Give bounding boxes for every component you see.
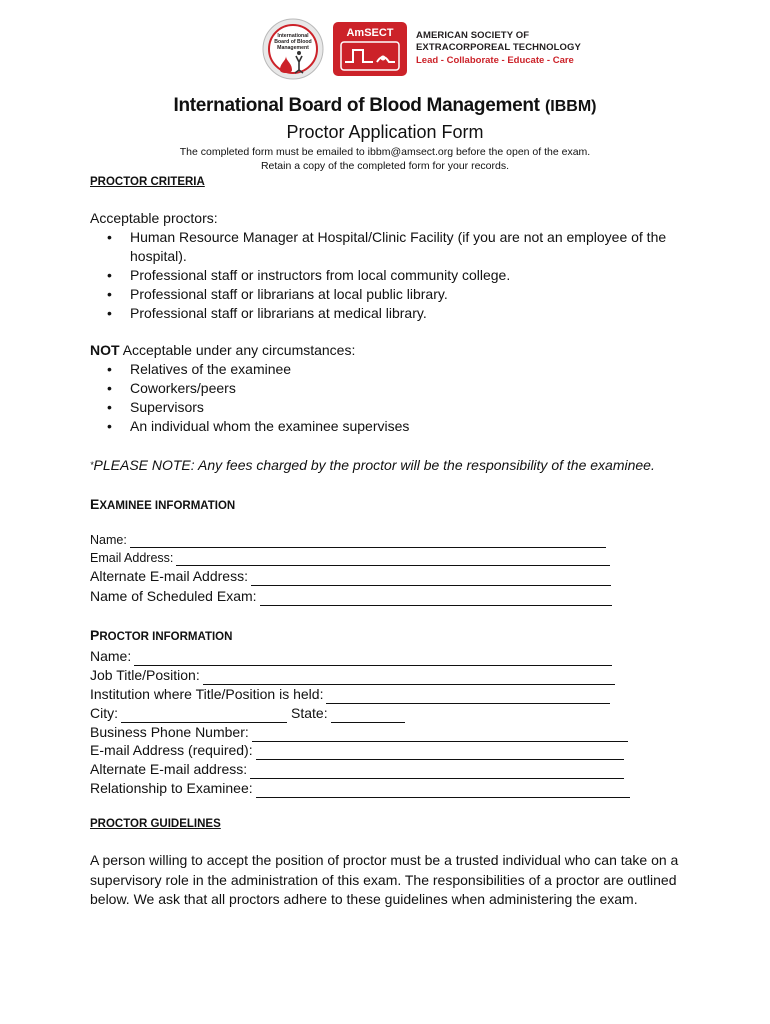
not-acceptable-intro: NOT Acceptable under any circumstances: (90, 342, 356, 358)
ibbm-logo (262, 18, 324, 80)
retain-note: Retain a copy of the completed form for your records. (260, 160, 510, 172)
proctor-info-heading: PROCTOR INFORMATION (90, 627, 233, 643)
acceptable-item: • Professional staff or instructors from local community college. (107, 267, 511, 283)
not-acceptable-item: • Coworkers/peers (107, 380, 236, 396)
proctor-institution-field[interactable]: Institution where Title/Position is held: (90, 685, 610, 704)
not-acceptable-item: • An individual whom the examinee supervises (107, 418, 410, 434)
proctor-city-state-field[interactable]: City: State: (90, 704, 405, 723)
proctor-job-field[interactable]: Job Title/Position: (90, 666, 615, 685)
submission-note: The completed form must be emailed to ibbm@amsect.org before the open of the exam. (179, 146, 591, 158)
examinee-heading: EXAMINEE INFORMATION (90, 496, 236, 512)
proctor-phone-field[interactable]: Business Phone Number: (90, 723, 628, 742)
examinee-name-field[interactable]: Name: (90, 532, 606, 548)
title-abbr: (IBBM) (544, 98, 597, 115)
fees-note: *PLEASE NOTE: Any fees charged by the proctor will be the responsibility of the examinee. (90, 457, 655, 473)
acceptable-intro: Acceptable proctors: (90, 210, 218, 226)
examinee-email-field[interactable]: Email Address: (90, 550, 610, 566)
acceptable-item: • Human Resource Manager at Hospital/Clinic Facility (if you are not an employee of the (107, 229, 667, 245)
amsect-badge-text: AmSECT (346, 27, 394, 39)
bullet: • (107, 305, 112, 321)
bullet: • (107, 399, 112, 415)
not-acceptable-item: • Supervisors (107, 399, 204, 415)
criteria-heading: PROCTOR CRITERIA (90, 176, 205, 188)
amsect-name-line2: EXTRACORPOREAL TECHNOLOGY (416, 42, 581, 53)
amsect-name (416, 30, 581, 68)
ibbm-logo-text-1: International (277, 33, 309, 39)
examinee-alt-email-field[interactable]: Alternate E-mail Address: (90, 567, 611, 586)
proctor-name-field[interactable]: Name: (90, 647, 612, 666)
page-title (0, 94, 770, 119)
guidelines-heading: PROCTOR GUIDELINES (90, 818, 221, 830)
bullet: • (107, 361, 112, 377)
ibbm-logo-text-2: Board of Blood (274, 39, 312, 45)
bullet: • (107, 418, 112, 434)
proctor-email-field[interactable]: E-mail Address (required): (90, 741, 624, 760)
proctor-relationship-field[interactable]: Relationship to Examinee: (90, 779, 630, 798)
proctor-alt-email-field[interactable]: Alternate E-mail address: (90, 760, 624, 779)
examinee-exam-field[interactable]: Name of Scheduled Exam: (90, 587, 612, 606)
bullet: • (107, 380, 112, 396)
not-acceptable-item: • Relatives of the examinee (107, 361, 292, 377)
amsect-tagline: Lead - Collaborate - Educate - Care (416, 55, 574, 66)
bullet: • (107, 286, 112, 302)
amsect-logo (333, 22, 407, 76)
acceptable-item: • Professional staff or librarians at local public library. (107, 286, 448, 302)
bullet: • (107, 267, 112, 283)
ibbm-logo-text-3: Management (277, 45, 309, 51)
amsect-name-line1: AMERICAN SOCIETY OF (416, 30, 530, 41)
acceptable-item-continuation: hospital). (130, 248, 187, 264)
bullet: • (107, 229, 112, 245)
form-subtitle: Proctor Application Form (286, 122, 484, 142)
acceptable-item: • Professional staff or librarians at medical library. (107, 305, 427, 321)
title-text: International Board of Blood Management (173, 95, 540, 116)
guidelines-text: A person willing to accept the position of proctor must be a trusted individual who can take on a supervisory role in the administration of this exam. The responsibilities of a proctor are outlined below. We ask that all proctors adhere to these guidelines when administering the exam. (90, 852, 679, 907)
